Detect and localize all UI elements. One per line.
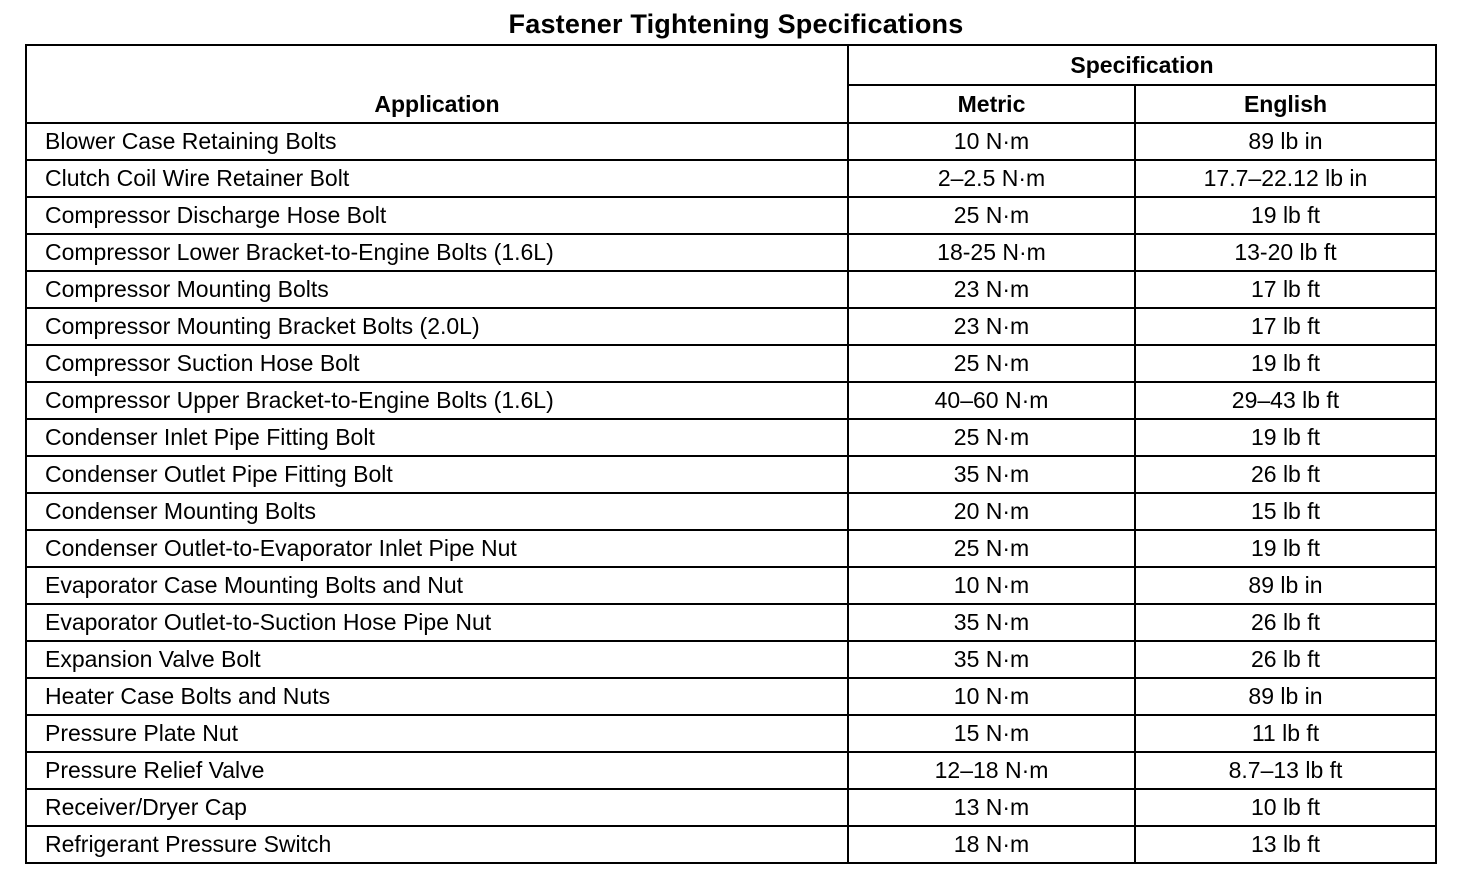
english-value-cell: 17 lb ft — [1135, 271, 1436, 308]
table-row — [26, 641, 1436, 678]
application-cell: Heater Case Bolts and Nuts — [26, 678, 848, 715]
table-row — [26, 456, 1436, 493]
table-row — [26, 715, 1436, 752]
metric-value-cell: 35 N·m — [848, 604, 1135, 641]
metric-value-cell: 25 N·m — [848, 345, 1135, 382]
english-value-cell: 19 lb ft — [1135, 419, 1436, 456]
application-cell: Compressor Discharge Hose Bolt — [26, 197, 848, 234]
metric-value-cell: 13 N·m — [848, 789, 1135, 826]
english-value-cell: 8.7–13 lb ft — [1135, 752, 1436, 789]
table-row — [26, 789, 1436, 826]
application-cell: Evaporator Outlet-to-Suction Hose Pipe Nut — [26, 604, 848, 641]
table-body — [26, 123, 1436, 863]
english-value-cell: 89 lb in — [1135, 567, 1436, 604]
application-cell: Refrigerant Pressure Switch — [26, 826, 848, 863]
application-cell: Compressor Lower Bracket-to-Engine Bolts (1.6L) — [26, 234, 848, 271]
english-value-cell: 19 lb ft — [1135, 197, 1436, 234]
application-cell: Evaporator Case Mounting Bolts and Nut — [26, 567, 848, 604]
english-value-cell: 10 lb ft — [1135, 789, 1436, 826]
metric-value-cell: 25 N·m — [848, 197, 1135, 234]
english-value-cell: 13 lb ft — [1135, 826, 1436, 863]
application-cell: Clutch Coil Wire Retainer Bolt — [26, 160, 848, 197]
english-value-cell: 19 lb ft — [1135, 345, 1436, 382]
metric-value-cell: 18-25 N·m — [848, 234, 1135, 271]
application-cell: Condenser Mounting Bolts — [26, 493, 848, 530]
english-value-cell: 17.7–22.12 lb in — [1135, 160, 1436, 197]
application-cell: Pressure Plate Nut — [26, 715, 848, 752]
application-cell: Compressor Upper Bracket-to-Engine Bolts (1.6L) — [26, 382, 848, 419]
metric-value-cell: 35 N·m — [848, 456, 1135, 493]
application-cell: Expansion Valve Bolt — [26, 641, 848, 678]
metric-value-cell: 10 N·m — [848, 678, 1135, 715]
english-value-cell: 19 lb ft — [1135, 530, 1436, 567]
application-cell: Compressor Mounting Bracket Bolts (2.0L) — [26, 308, 848, 345]
english-value-cell: 13-20 lb ft — [1135, 234, 1436, 271]
metric-column-header: Metric — [848, 85, 1135, 123]
metric-value-cell: 25 N·m — [848, 530, 1135, 567]
application-column-header: Application — [26, 45, 848, 123]
application-cell: Condenser Outlet-to-Evaporator Inlet Pipe Nut — [26, 530, 848, 567]
table-row — [26, 419, 1436, 456]
application-cell: Pressure Relief Valve — [26, 752, 848, 789]
metric-value-cell: 10 N·m — [848, 123, 1135, 160]
table-row — [26, 752, 1436, 789]
metric-value-cell: 2–2.5 N·m — [848, 160, 1135, 197]
table-row — [26, 493, 1436, 530]
table-row — [26, 530, 1436, 567]
english-value-cell: 15 lb ft — [1135, 493, 1436, 530]
metric-value-cell: 18 N·m — [848, 826, 1135, 863]
table-row — [26, 234, 1436, 271]
metric-value-cell: 23 N·m — [848, 308, 1135, 345]
application-cell: Compressor Mounting Bolts — [26, 271, 848, 308]
table-header — [26, 45, 1436, 123]
header-row-top — [26, 45, 1436, 85]
table-row — [26, 197, 1436, 234]
english-value-cell: 17 lb ft — [1135, 308, 1436, 345]
application-cell: Condenser Inlet Pipe Fitting Bolt — [26, 419, 848, 456]
application-cell: Compressor Suction Hose Bolt — [26, 345, 848, 382]
specification-group-header: Specification — [848, 45, 1436, 85]
table-row — [26, 567, 1436, 604]
table-row — [26, 308, 1436, 345]
metric-value-cell: 12–18 N·m — [848, 752, 1135, 789]
english-value-cell: 11 lb ft — [1135, 715, 1436, 752]
english-value-cell: 89 lb in — [1135, 678, 1436, 715]
english-value-cell: 26 lb ft — [1135, 641, 1436, 678]
english-column-header: English — [1135, 85, 1436, 123]
metric-value-cell: 15 N·m — [848, 715, 1135, 752]
metric-value-cell: 25 N·m — [848, 419, 1135, 456]
fastener-spec-table — [25, 44, 1437, 864]
application-cell: Condenser Outlet Pipe Fitting Bolt — [26, 456, 848, 493]
table-row — [26, 271, 1436, 308]
table-row — [26, 604, 1436, 641]
metric-value-cell: 10 N·m — [848, 567, 1135, 604]
english-value-cell: 89 lb in — [1135, 123, 1436, 160]
table-row — [26, 826, 1436, 863]
english-value-cell: 26 lb ft — [1135, 456, 1436, 493]
table-row — [26, 345, 1436, 382]
metric-value-cell: 20 N·m — [848, 493, 1135, 530]
english-value-cell: 29–43 lb ft — [1135, 382, 1436, 419]
table-row — [26, 123, 1436, 160]
table-row — [26, 678, 1436, 715]
application-cell: Receiver/Dryer Cap — [26, 789, 848, 826]
metric-value-cell: 40–60 N·m — [848, 382, 1135, 419]
table-row — [26, 160, 1436, 197]
table-row — [26, 382, 1436, 419]
metric-value-cell: 23 N·m — [848, 271, 1135, 308]
english-value-cell: 26 lb ft — [1135, 604, 1436, 641]
metric-value-cell: 35 N·m — [848, 641, 1135, 678]
document-title: Fastener Tightening Specifications — [508, 9, 964, 39]
application-cell: Blower Case Retaining Bolts — [26, 123, 848, 160]
